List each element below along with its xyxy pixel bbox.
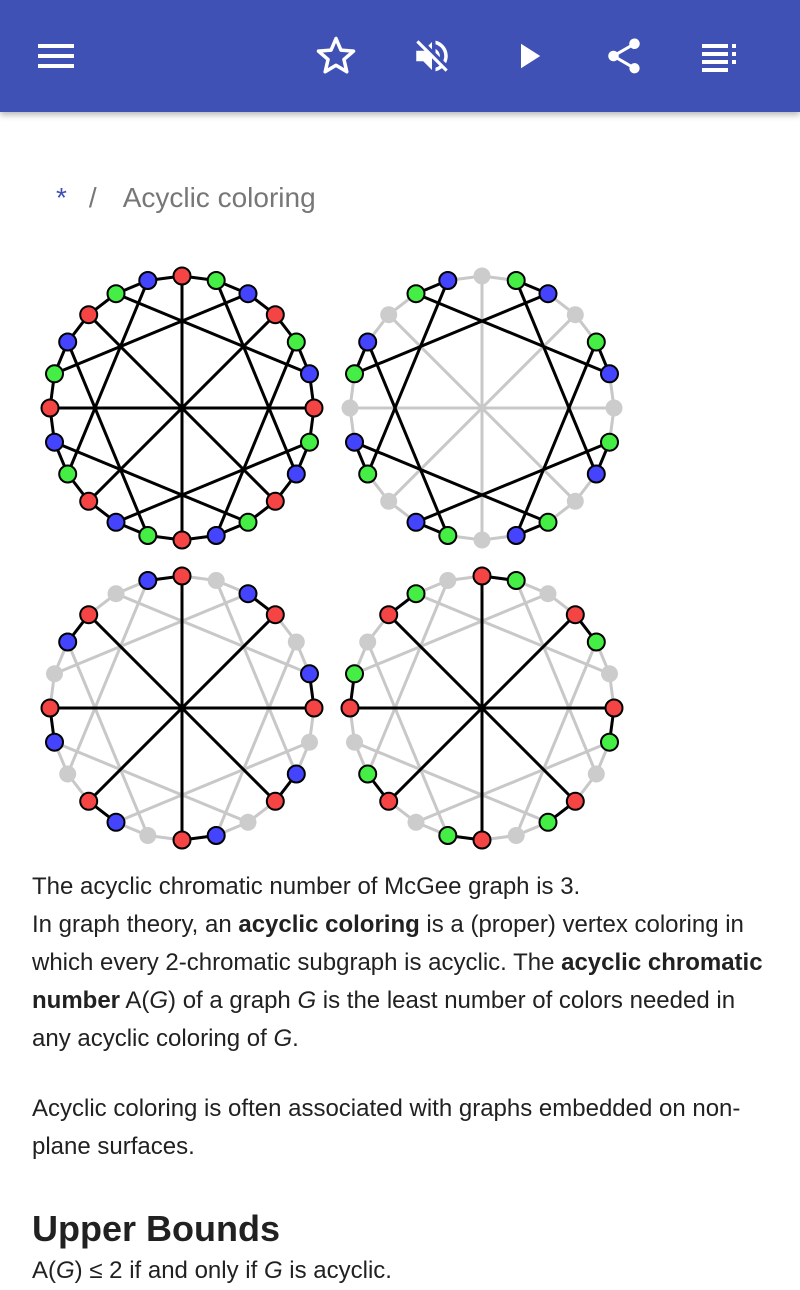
graph-vertex (306, 700, 323, 717)
surfaces-paragraph: Acyclic coloring is often associated with graphs embedded on non-plane surfaces. (32, 1095, 741, 1160)
graph-vertex (301, 365, 318, 382)
graph-vertex (301, 434, 318, 451)
graph-vertex (80, 493, 97, 510)
graph-vertex (380, 306, 397, 323)
graph-vertex (408, 814, 425, 831)
upper-bounds-paragraph: A(G) ≤ 2 if and only if G is acyclic. (32, 1257, 392, 1284)
mcgee-graph-figure (32, 260, 632, 850)
section-heading-upper-bounds: Upper Bounds (32, 1208, 280, 1249)
graph-vertex (508, 572, 525, 589)
graph-vertex (288, 466, 305, 483)
graph-vertex (346, 734, 363, 751)
graph-vertex (174, 268, 191, 285)
graph-edge (116, 742, 310, 822)
graph-vertex (606, 400, 623, 417)
graph-vertex (540, 285, 557, 302)
graph-edge (368, 642, 448, 836)
graph-vertex (474, 568, 491, 585)
graph-vertex (439, 272, 456, 289)
graph-vertex (108, 285, 125, 302)
graph-vertex (42, 700, 59, 717)
graph-edge (416, 442, 610, 522)
graph-vertex (301, 665, 318, 682)
graph-vertex (46, 734, 63, 751)
hamburger-menu-icon (36, 36, 76, 76)
star-outline-icon (315, 35, 357, 77)
graph-edge (216, 581, 296, 775)
graph-vertex (508, 827, 525, 844)
graph-vertex (208, 527, 225, 544)
graph-edge (55, 294, 249, 374)
graph-vertex (474, 832, 491, 849)
figure-caption: The acyclic chromatic number of McGee graph is 3. (32, 873, 581, 900)
graph-vertex (208, 272, 225, 289)
graph-edge (368, 281, 448, 475)
mcgee-graph-image (32, 260, 632, 850)
graph-vertex (42, 400, 59, 417)
graph-vertex (59, 766, 76, 783)
graph-vertex (267, 606, 284, 623)
graph-vertex (380, 793, 397, 810)
graph-vertex (346, 434, 363, 451)
play-button[interactable] (500, 28, 556, 84)
graph-vertex (342, 400, 359, 417)
play-icon (507, 35, 549, 77)
graph-edge (55, 594, 249, 674)
graph-vertex (346, 365, 363, 382)
graph-panel-green-blue-subgraph (342, 268, 623, 549)
graph-edge (55, 742, 249, 822)
graph-vertex (108, 585, 125, 602)
graph-vertex (46, 434, 63, 451)
graph-vertex (380, 493, 397, 510)
graph-vertex (540, 814, 557, 831)
graph-edge (116, 594, 310, 674)
graph-edge (355, 294, 549, 374)
graph-vertex (240, 285, 257, 302)
graph-vertex (439, 572, 456, 589)
graph-vertex (174, 532, 191, 549)
graph-edge (216, 281, 296, 475)
graph-vertex (240, 514, 257, 531)
graph-edge (216, 342, 296, 536)
graph-edge (416, 742, 610, 822)
graph-edge (416, 294, 610, 374)
graph-vertex (208, 572, 225, 589)
graph-vertex (567, 306, 584, 323)
graph-vertex (59, 466, 76, 483)
graph-vertex (508, 272, 525, 289)
graph-vertex (301, 734, 318, 751)
article-body (32, 868, 772, 1290)
graph-vertex (346, 665, 363, 682)
graph-vertex (588, 466, 605, 483)
graph-edge (216, 642, 296, 836)
graph-vertex (588, 334, 605, 351)
graph-vertex (359, 766, 376, 783)
graph-edge (68, 342, 148, 536)
graph-edge (116, 294, 310, 374)
favorite-button[interactable] (308, 28, 364, 84)
graph-vertex (139, 527, 156, 544)
term-acyclic-chromatic-number: acyclic chromatic number (32, 949, 763, 1014)
graph-vertex (80, 793, 97, 810)
graph-vertex (208, 827, 225, 844)
graph-vertex (174, 568, 191, 585)
graph-vertex (306, 400, 323, 417)
graph-edge (416, 594, 610, 674)
graph-edge (516, 581, 596, 775)
graph-vertex (359, 634, 376, 651)
graph-vertex (288, 766, 305, 783)
graph-vertex (567, 606, 584, 623)
graph-vertex (474, 268, 491, 285)
graph-edge (116, 442, 310, 522)
graph-vertex (108, 814, 125, 831)
graph-vertex (540, 514, 557, 531)
graph-panel-red-green-subgraph (342, 568, 623, 849)
graph-vertex (601, 434, 618, 451)
graph-vertex (601, 365, 618, 382)
graph-vertex (59, 634, 76, 651)
breadcrumb-separator: / (88, 182, 97, 213)
graph-vertex (601, 734, 618, 751)
volume-off-icon (411, 35, 453, 77)
graph-vertex (267, 306, 284, 323)
graph-vertex (174, 832, 191, 849)
graph-vertex (359, 466, 376, 483)
graph-vertex (567, 493, 584, 510)
graph-vertex (267, 493, 284, 510)
graph-vertex (588, 634, 605, 651)
table-of-contents-icon (700, 36, 740, 76)
graph-edge (355, 442, 549, 522)
graph-panel-red-blue-subgraph (42, 568, 323, 849)
graph-edge (516, 342, 596, 536)
breadcrumb-current: Acyclic coloring (122, 182, 316, 213)
graph-vertex (408, 514, 425, 531)
graph-vertex (380, 606, 397, 623)
graph-vertex (408, 585, 425, 602)
graph-edge (355, 742, 549, 822)
graph-edge (516, 642, 596, 836)
menu-button[interactable] (28, 28, 84, 84)
mute-button[interactable] (404, 28, 460, 84)
graph-edge (68, 581, 148, 775)
graph-vertex (567, 793, 584, 810)
graph-edge (68, 642, 148, 836)
graph-vertex (46, 365, 63, 382)
term-acyclic-coloring: acyclic coloring (238, 911, 420, 938)
graph-panel-full-coloring (42, 268, 323, 549)
graph-vertex (46, 665, 63, 682)
graph-vertex (288, 634, 305, 651)
graph-vertex (474, 532, 491, 549)
app-bar (0, 0, 800, 112)
graph-edge (368, 342, 448, 536)
graph-edge (355, 594, 549, 674)
breadcrumb (56, 178, 316, 218)
graph-edge (516, 281, 596, 475)
graph-vertex (80, 606, 97, 623)
graph-vertex (240, 585, 257, 602)
graph-vertex (601, 665, 618, 682)
graph-vertex (139, 572, 156, 589)
graph-edge (68, 281, 148, 475)
graph-vertex (139, 272, 156, 289)
graph-vertex (288, 334, 305, 351)
graph-vertex (588, 766, 605, 783)
graph-vertex (80, 306, 97, 323)
breadcrumb-home-link[interactable]: * (56, 182, 67, 213)
graph-vertex (408, 285, 425, 302)
contents-button[interactable] (692, 28, 748, 84)
intro-paragraph: In graph theory, an acyclic coloring is a (proper) vertex coloring in which every 2-chromatic subgraph is acyclic. The acyclic chromatic number A(G) of a graph G is the least number of colors needed in any acyclic coloring of G. (32, 911, 763, 1052)
graph-vertex (606, 700, 623, 717)
graph-vertex (508, 527, 525, 544)
graph-vertex (342, 700, 359, 717)
graph-edge (55, 442, 249, 522)
graph-vertex (267, 793, 284, 810)
graph-vertex (439, 527, 456, 544)
share-icon (603, 35, 645, 77)
graph-vertex (439, 827, 456, 844)
graph-vertex (59, 334, 76, 351)
graph-vertex (139, 827, 156, 844)
graph-vertex (108, 514, 125, 531)
graph-edge (368, 581, 448, 775)
graph-vertex (359, 334, 376, 351)
graph-vertex (540, 585, 557, 602)
graph-vertex (240, 814, 257, 831)
share-button[interactable] (596, 28, 652, 84)
